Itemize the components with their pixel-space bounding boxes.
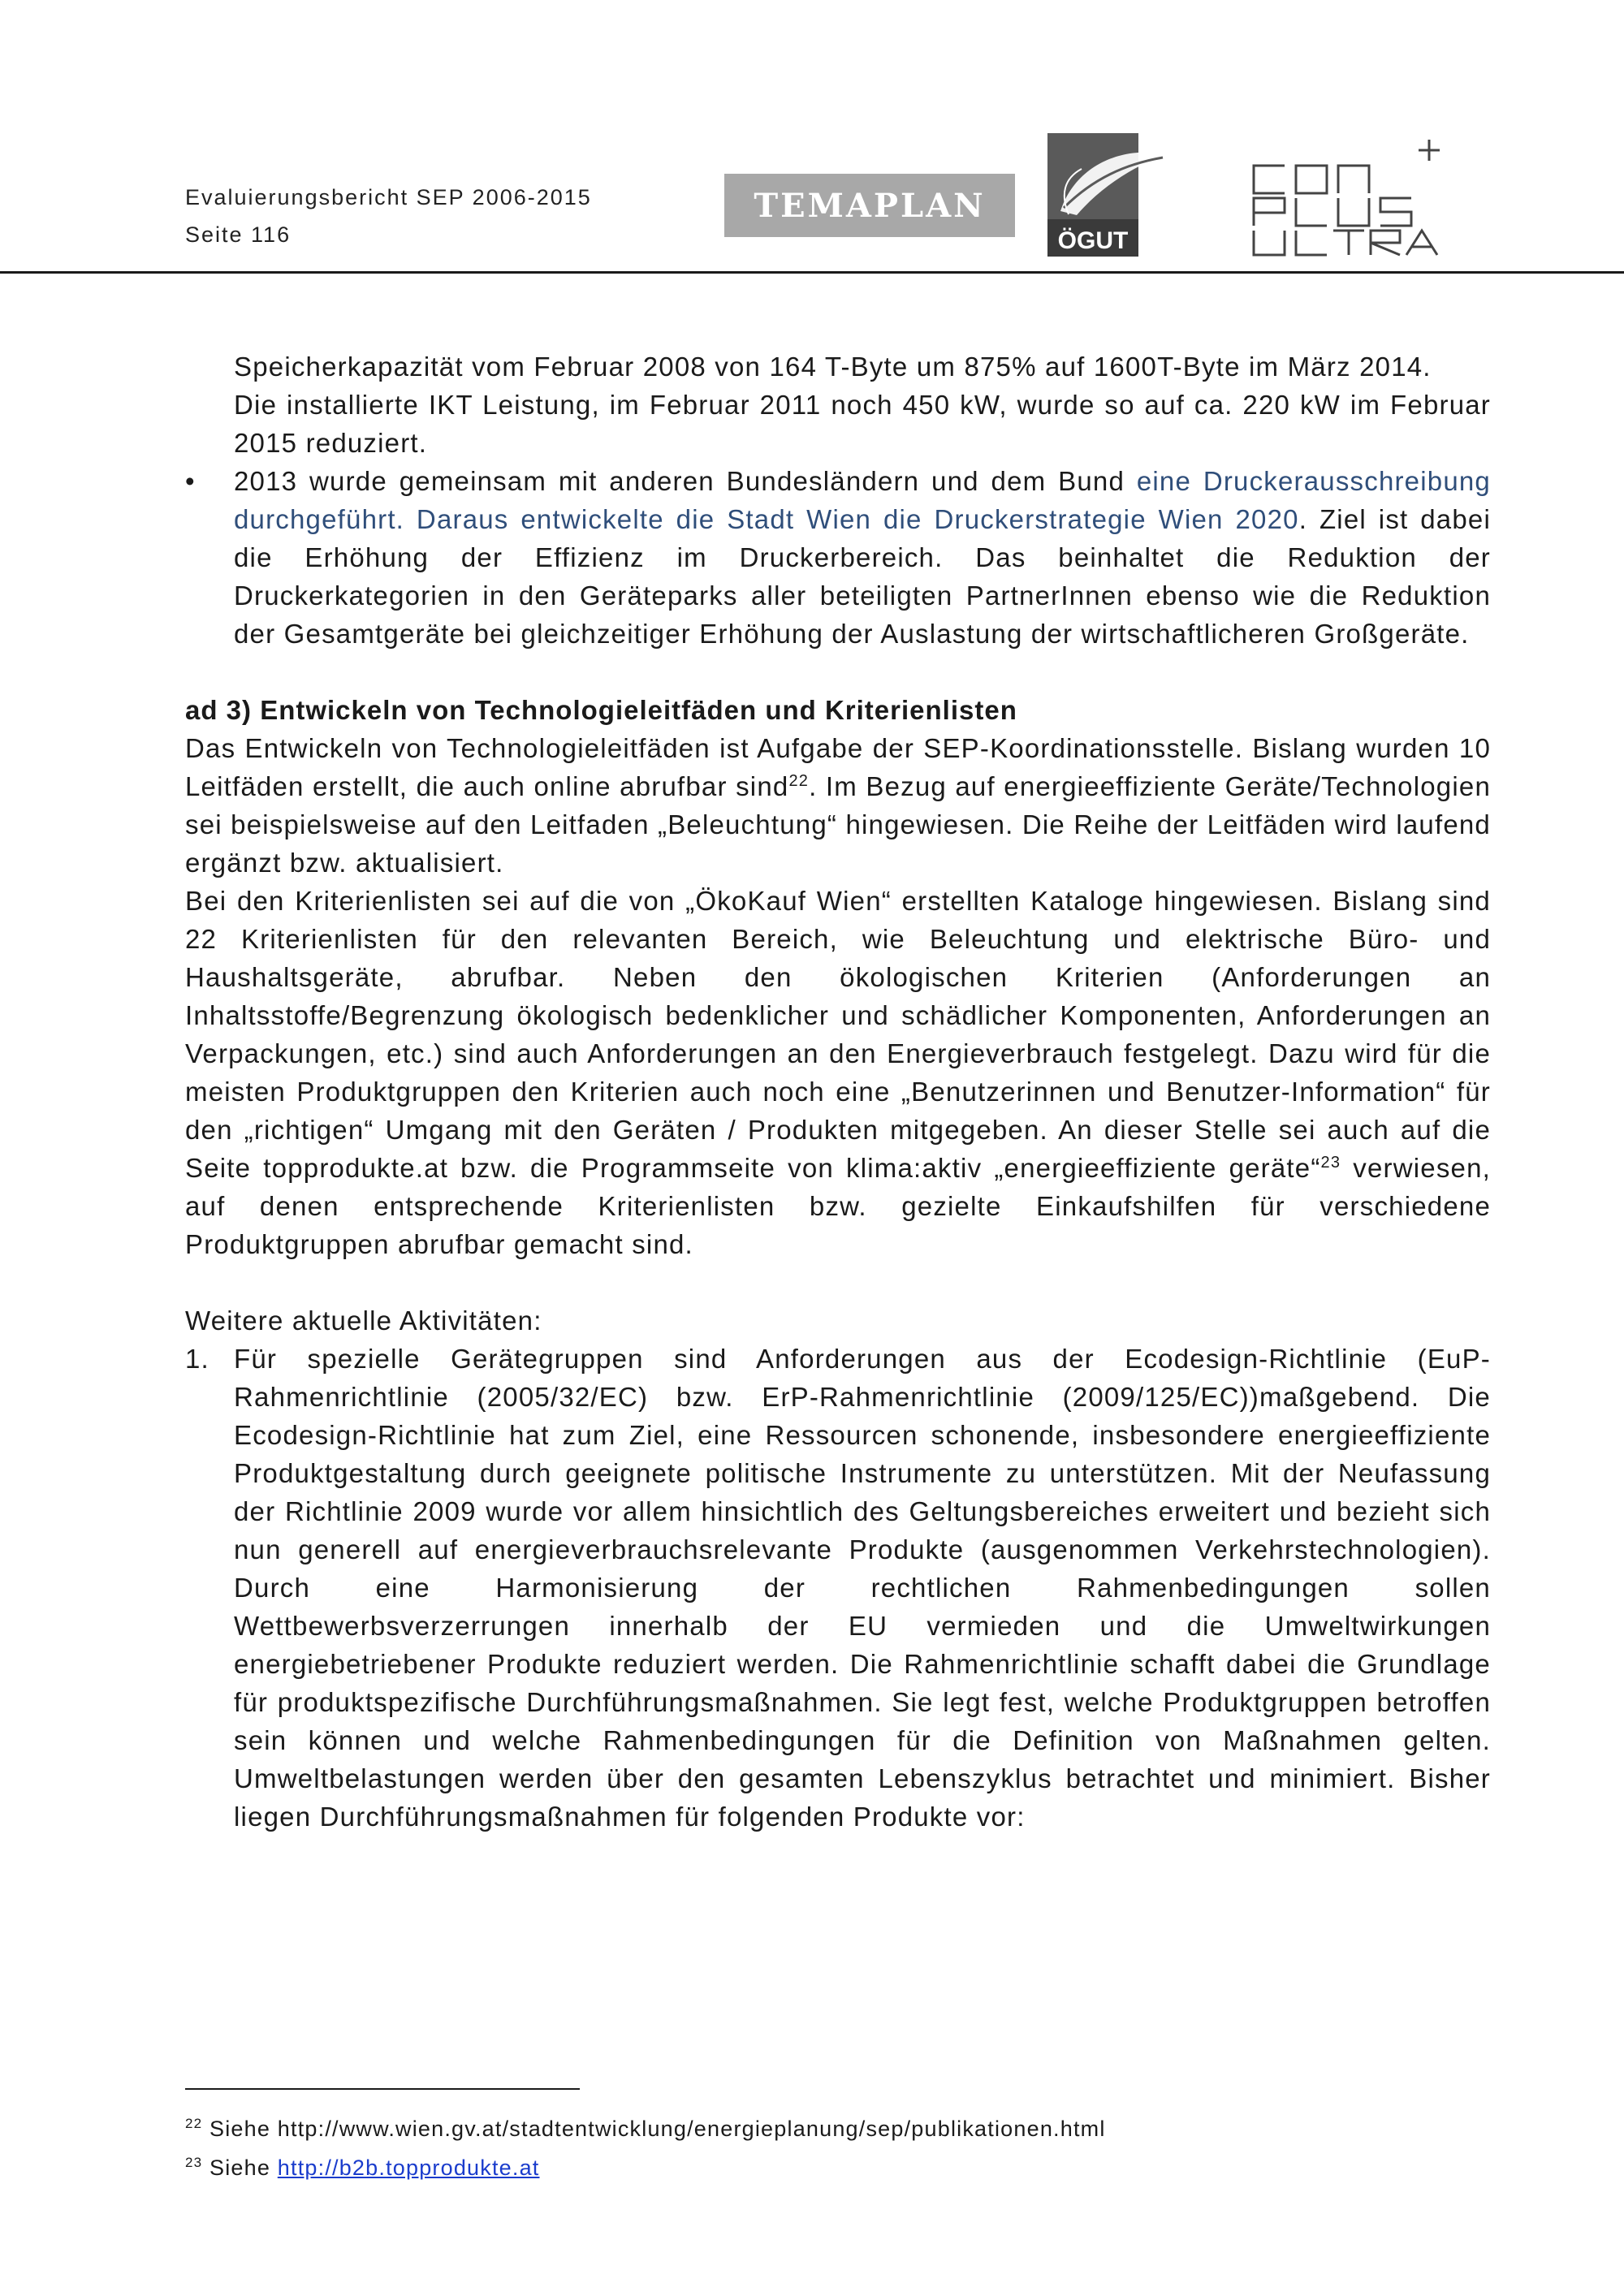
paragraph-ikt: Die installierte IKT Leistung, im Februar 2011 noch 450 kW, wurde so auf ca. 220 kW im Februar 2015 reduziert. <box>234 390 1491 458</box>
paragraph-kriterienlisten <box>185 882 1491 1263</box>
temaplan-logo: TEMAPLAN <box>724 174 1015 237</box>
paragraph-leitfaeden <box>185 729 1491 882</box>
paragraph-kriterien-text-b: verwiesen, auf denen entsprechende Kriterienlisten bzw. gezielte Einkaufshilfen für verschiedene Produktgruppen abrufbar gemacht sind. <box>185 1153 1491 1259</box>
druckerstrategie-link[interactable]: eine Druckerausschreibung durchgeführt. Daraus entwickelte die Stadt Wien die Druckerstrategie Wien 2020 <box>234 466 1491 534</box>
footnote-23 <box>185 2148 1106 2187</box>
footnote-ref-23[interactable]: 23 <box>1320 1154 1341 1172</box>
footnote-url-text: http://www.wien.gv.at/stadtentwicklung/energieplanung/sep/publikationen.html <box>277 2117 1106 2141</box>
page-header <box>0 0 1624 276</box>
footnote-rule <box>185 2088 580 2090</box>
paragraph-leitfaeden-text-a: Das Entwickeln von Technologieleitfäden ist Aufgabe der SEP-Koordinationsstelle. Bislang wurden 10 Leitfäden erstellt, die auch online abrufbar sind <box>185 733 1491 801</box>
section-heading-ad3: ad 3) Entwickeln von Technologieleitfäden und Kriterienlisten <box>185 695 1017 725</box>
bullet-icon: • <box>185 466 196 496</box>
footnote-ref-22[interactable]: 22 <box>788 772 810 790</box>
bullet-item-drucker <box>185 462 1491 653</box>
footnote-22 <box>185 2109 1106 2148</box>
header-meta <box>185 179 592 253</box>
ogut-logo-text: ÖGUT <box>1057 227 1129 254</box>
item-number: 1. <box>185 1344 209 1374</box>
footnote-prefix: Siehe <box>209 2156 278 2180</box>
bullet-text-part2: . Ziel ist dabei die Erhöhung der Effizienz im Druckerbereich. Das beinhaltet die Reduktion der Druckerkategorien in den Geräteparks aller beteiligten PartnerInnen ebenso wie die Reduktion der Gesamtgeräte bei gleichzeitiger Erhöhung der Auslastung der wirtschaftlicheren Großgeräte. <box>234 504 1491 649</box>
paragraph-leitfaeden-text-b: . Im Bezug auf energieeffiziente Geräte/Technologien sei beispielsweise auf den Leitfaden „Beleuchtung“ hingewiesen. Die Reihe der Leitfäden wird laufend ergänzt bzw. aktualisiert. <box>185 771 1492 878</box>
page-content <box>185 347 1491 1836</box>
page-number: Seite 116 <box>185 222 292 247</box>
con-plus-ultra-logo <box>1249 136 1452 258</box>
footnote-prefix: Siehe <box>209 2117 278 2141</box>
footnotes <box>185 2109 1106 2187</box>
numbered-item-1 <box>185 1340 1491 1836</box>
weitere-aktivitaeten-label: Weitere aktuelle Aktivitäten: <box>185 1306 542 1336</box>
report-title: Evaluierungsbericht SEP 2006-2015 <box>185 185 592 209</box>
ogut-logo <box>1044 130 1171 260</box>
paragraph-storage: Speicherkapazität vom Februar 2008 von 164 T-Byte um 875% auf 1600T-Byte im März 2014. <box>234 352 1432 382</box>
paragraph-kriterien-text-a: Bei den Kriterienlisten sei auf die von „ÖkoKauf Wien“ erstellten Kataloge hingewiesen. Bislang sind 22 Kriterienlisten für den relevanten Bereich, wie Beleuchtung und elektrische Büro- und Haushaltsgeräte, abrufbar. Neben den ökologischen Kriterien (Anforderungen an Inhaltsstoffe/Begrenzung ökologisch bedenklicher und schädlicher Komponenten, Anforderungen an Verpackungen, etc.) sind auch Anforderungen an den Energieverbrauch festgelegt. Dazu wird für die meisten Produktgruppen den Kriterien auch noch eine „Benutzerinnen und Benutzer-Information“ für den „richtigen“ Umgang mit den Geräten / Produkten mitgegeben. An dieser Stelle sei auch auf die Seite topprodukte.at bzw. die Programmseite von klima:aktiv „energieeffiziente geräte“ <box>185 886 1491 1183</box>
bullet-text-part1: 2013 wurde gemeinsam mit anderen Bundesländern und dem Bund <box>234 466 1137 496</box>
item-text: Für spezielle Gerätegruppen sind Anforderungen aus der Ecodesign-Richtlinie (EuP-Rahmenrichtlinie (2005/32/EC) bzw. ErP-Rahmenrichtlinie (2009/125/EC))maßgebend. Die Ecodesign-Richtlinie hat zum Ziel, eine Ressourcen schonende, insbesondere energieeffiziente Produktgestaltung durch geeignete politische Instrumente zu unterstützen. Mit der Neufassung der Richtlinie 2009 wurde vor allem hinsichtlich des Geltungsbereiches erweitert und bezieht sich nun generell auf energieverbrauchsrelevante Produkte (ausgenommen Verkehrstechnologien). Durch eine Harmonisierung der rechtlichen Rahmenbedingungen sollen Wettbewerbsverzerrungen innerhalb der EU vermieden und die Umweltwirkungen energiebetriebener Produkte reduziert werden. Die Rahmenrichtlinie schafft dabei die Grundlage für produktspezifische Durchführungsmaßnahmen. Sie legt fest, welche Produktgruppen betroffen sein können und welche Rahmenbedingungen für die Definition von Maßnahmen gelten. Umweltbelastungen werden über den gesamten Lebenszyklus betrachtet und minimiert. Bisher liegen Durchführungsmaßnahmen für folgenden Produkte vor: <box>234 1344 1491 1832</box>
footnote-number: 23 <box>185 2155 203 2170</box>
header-rule <box>0 271 1624 274</box>
footnote-link[interactable]: http://b2b.topprodukte.at <box>277 2156 540 2180</box>
footnote-number: 22 <box>185 2116 203 2131</box>
